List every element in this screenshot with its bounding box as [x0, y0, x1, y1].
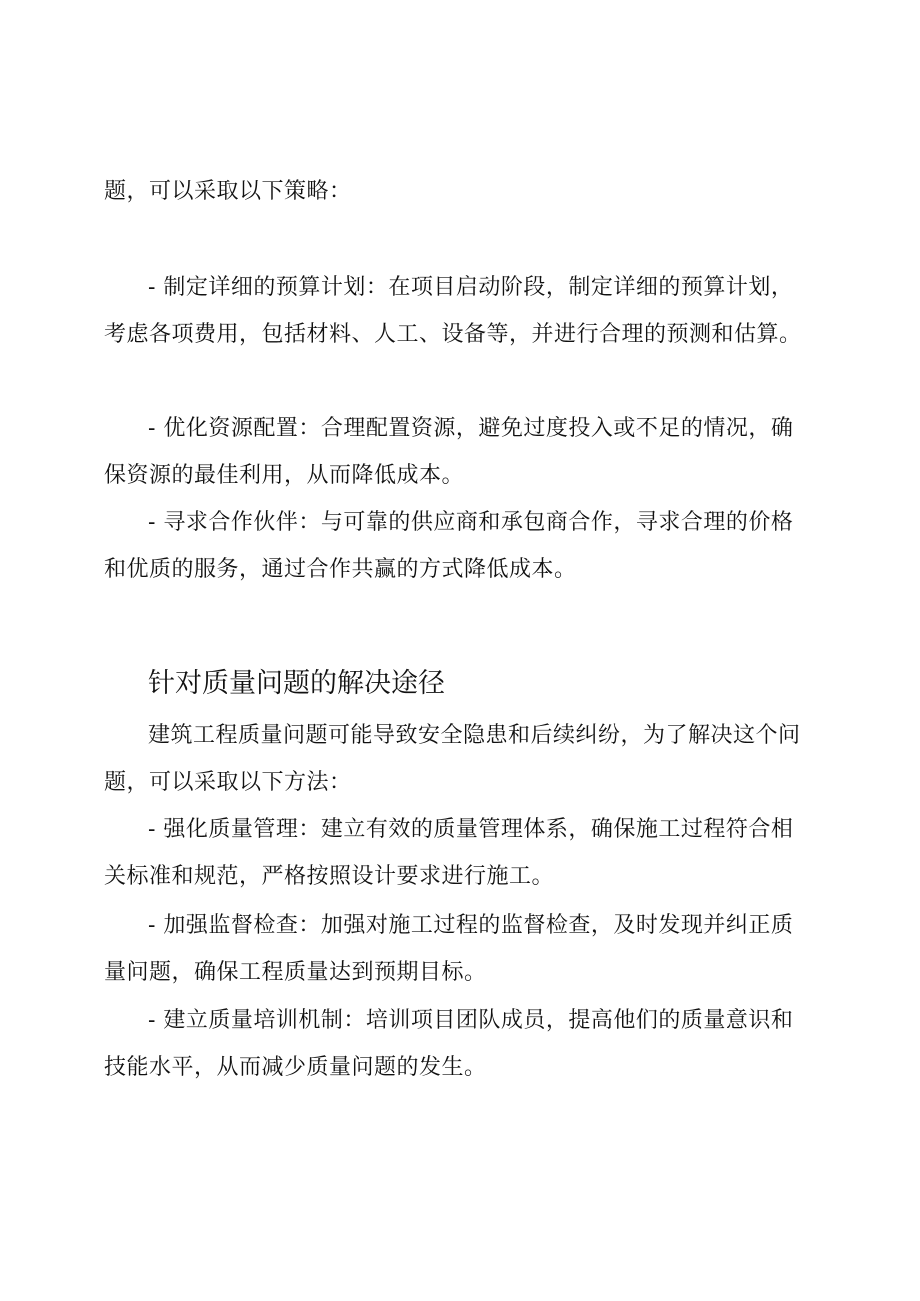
section-heading-quality: 针对质量问题的解决途径 — [148, 668, 445, 699]
intro-fragment: 题，可以采取以下策略： — [104, 179, 352, 204]
cost-strategy-partners: - 寻求合作伙伴：与可靠的供应商和承包商合作，寻求合理的价格和优质的服务，通过合作共赢的方式降低成本。 — [104, 510, 794, 582]
quality-intro: 建筑工程质量问题可能导致安全隐患和后续纠纷，为了解决这个问题，可以采取以下方法： — [104, 723, 801, 795]
quality-method-supervision: - 加强监督检查：加强对施工过程的监督检查，及时发现并纠正质量问题，确保工程质量达到预期目标。 — [104, 913, 794, 985]
cost-strategy-resource-allocation: - 优化资源配置：合理配置资源，避免过度投入或不足的情况，确保资源的最佳利用，从而降低成本。 — [104, 416, 794, 488]
quality-method-training: - 建立质量培训机制：培训项目团队成员，提高他们的质量意识和技能水平，从而减少质量问题的发生。 — [104, 1008, 794, 1080]
cost-strategy-budget-plan: - 制定详细的预算计划：在项目启动阶段，制定详细的预算计划，考虑各项费用，包括材料、人工、设备等，并进行合理的预测和估算。 — [104, 275, 802, 347]
quality-method-management: - 强化质量管理：建立有效的质量管理体系，确保施工过程符合相关标准和规范，严格按照设计要求进行施工。 — [104, 817, 794, 889]
